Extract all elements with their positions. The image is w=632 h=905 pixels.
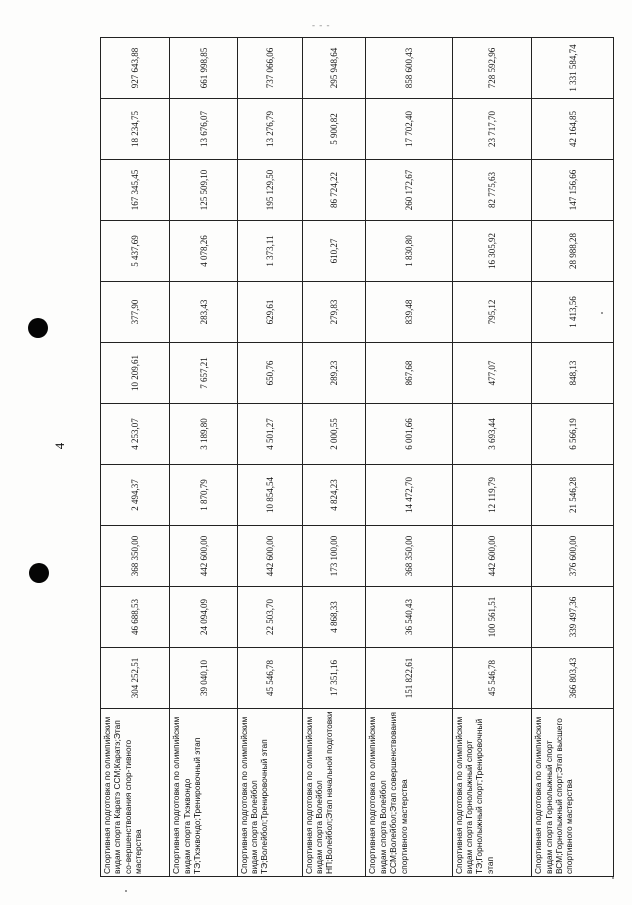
table-cell: 14 472,70 (366, 465, 452, 526)
table-cell: 839,48 (366, 282, 452, 343)
table-cell: 100 561,51 (452, 587, 532, 648)
row-description: Спортивная подготовка по олимпийским видам спорта Волейбол ТЭ;Волейбол;Тренировочный этап (237, 709, 302, 877)
data-table-container (100, 38, 614, 877)
table-cell: 10 209,61 (101, 343, 170, 404)
table-cell: 279,83 (302, 282, 366, 343)
table-cell: 7 657,21 (170, 343, 237, 404)
table-cell: 24 094,09 (170, 587, 237, 648)
table-cell: 17 702,40 (366, 99, 452, 160)
table-cell: 4 868,33 (302, 587, 366, 648)
table-cell: 442 600,00 (170, 526, 237, 587)
table-cell: 1 870,79 (170, 465, 237, 526)
table-cell: 167 345,45 (101, 160, 170, 221)
row-description: Спортивная подготовка по олимпийским видам спорта Горнолыжный спорт ТЭ;Горнолыжный спорт;Тренировочный этап (452, 709, 532, 877)
scan-speck (612, 877, 614, 879)
table-cell: 368 350,00 (101, 526, 170, 587)
table-row (452, 38, 532, 877)
table-cell: 28 988,28 (532, 221, 614, 282)
table-cell: 442 600,00 (237, 526, 302, 587)
table-cell: 3 189,80 (170, 404, 237, 465)
table-cell: 6 001,66 (366, 404, 452, 465)
table-row (366, 38, 452, 877)
table-cell: 650,76 (237, 343, 302, 404)
scan-speck (125, 890, 127, 892)
table-cell: 21 546,28 (532, 465, 614, 526)
table-cell: 10 854,54 (237, 465, 302, 526)
table-cell: 1 373,11 (237, 221, 302, 282)
table-cell: 442 600,00 (452, 526, 532, 587)
table-cell: 260 172,67 (366, 160, 452, 221)
table-cell: 477,07 (452, 343, 532, 404)
row-total: 295 948,64 (302, 38, 366, 99)
table-cell: 46 688,53 (101, 587, 170, 648)
table-cell: 173 100,00 (302, 526, 366, 587)
row-total: 858 600,43 (366, 38, 452, 99)
table-row (532, 38, 614, 877)
top-mark: - - - (312, 20, 331, 30)
table-cell: 1 413,56 (532, 282, 614, 343)
table-cell: 13 676,07 (170, 99, 237, 160)
table-cell: 2 000,55 (302, 404, 366, 465)
table-cell: 4 078,26 (170, 221, 237, 282)
table-cell: 376 600,00 (532, 526, 614, 587)
row-total: 728 592,96 (452, 38, 532, 99)
table-cell: 289,23 (302, 343, 366, 404)
table-cell: 22 503,70 (237, 587, 302, 648)
row-description: Спортивная подготовка по олимпийским видам спорта Каратэ ССМ;Каратэ;Этап со-вершенствования спор-тивного мастерства (101, 709, 170, 877)
row-total: 1 331 584,74 (532, 38, 614, 99)
row-description: Спортивная подготовка по олимпийским видам спорта Тхэквондо ТЭ;Тхэквондо;Тренировочный этап (170, 709, 237, 877)
row-description: Спортивная подготовка по олимпийским видам спорта Горнолыжный спорт ВСМ;Горнолыжный спорт;Этап высшего спортивного мастерства (532, 709, 614, 877)
table-cell: 795,12 (452, 282, 532, 343)
table-cell: 151 822,61 (366, 648, 452, 709)
table-cell: 304 252,51 (101, 648, 170, 709)
table-cell: 2 494,37 (101, 465, 170, 526)
table-row (170, 38, 237, 877)
table-cell: 86 724,22 (302, 160, 366, 221)
table-cell: 6 566,19 (532, 404, 614, 465)
table-cell: 39 040,10 (170, 648, 237, 709)
table-cell: 848,13 (532, 343, 614, 404)
table-cell: 368 350,00 (366, 526, 452, 587)
row-total: 661 998,85 (170, 38, 237, 99)
table-cell: 5 437,69 (101, 221, 170, 282)
table-cell: 125 509,10 (170, 160, 237, 221)
punch-hole-icon (29, 563, 49, 583)
table-cell: 13 276,79 (237, 99, 302, 160)
table-cell: 42 164,85 (532, 99, 614, 160)
table-cell: 4 501,27 (237, 404, 302, 465)
table-cell: 23 717,70 (452, 99, 532, 160)
table-cell: 283,43 (170, 282, 237, 343)
table-cell: 4 824,23 (302, 465, 366, 526)
table-cell: 366 803,43 (532, 648, 614, 709)
table-cell: 4 253,07 (101, 404, 170, 465)
table-cell: 45 546,78 (452, 648, 532, 709)
table-row (237, 38, 302, 877)
table-cell: 1 830,80 (366, 221, 452, 282)
page-number: 4 (52, 442, 67, 450)
table-cell: 867,68 (366, 343, 452, 404)
row-total: 737 066,06 (237, 38, 302, 99)
punch-hole-icon (28, 318, 48, 338)
table-cell: 5 900,82 (302, 99, 366, 160)
table-cell: 629,61 (237, 282, 302, 343)
table-cell: 195 129,50 (237, 160, 302, 221)
row-description: Спортивная подготовка по олимпийским видам спорта Волейбол НП;Волейбол;Этап начальной подготовки (302, 709, 366, 877)
table-cell: 45 546,78 (237, 648, 302, 709)
table-cell: 3 693,44 (452, 404, 532, 465)
table-cell: 18 234,75 (101, 99, 170, 160)
table-cell: 610,27 (302, 221, 366, 282)
table-cell: 16 305,92 (452, 221, 532, 282)
table-row (101, 38, 170, 877)
row-description: Спортивная подготовка по олимпийским видам спорта Волейбол ССМ;Волейбол;Этап совершенствования спортивного мастерства (366, 709, 452, 877)
row-total: 927 643,88 (101, 38, 170, 99)
table-cell: 147 156,66 (532, 160, 614, 221)
table-cell: 36 540,43 (366, 587, 452, 648)
table-cell: 82 775,63 (452, 160, 532, 221)
table-cell: 339 497,36 (532, 587, 614, 648)
table-cell: 377,90 (101, 282, 170, 343)
data-table (100, 37, 614, 877)
table-cell: 17 351,16 (302, 648, 366, 709)
table-cell: 12 119,79 (452, 465, 532, 526)
table-row (302, 38, 366, 877)
